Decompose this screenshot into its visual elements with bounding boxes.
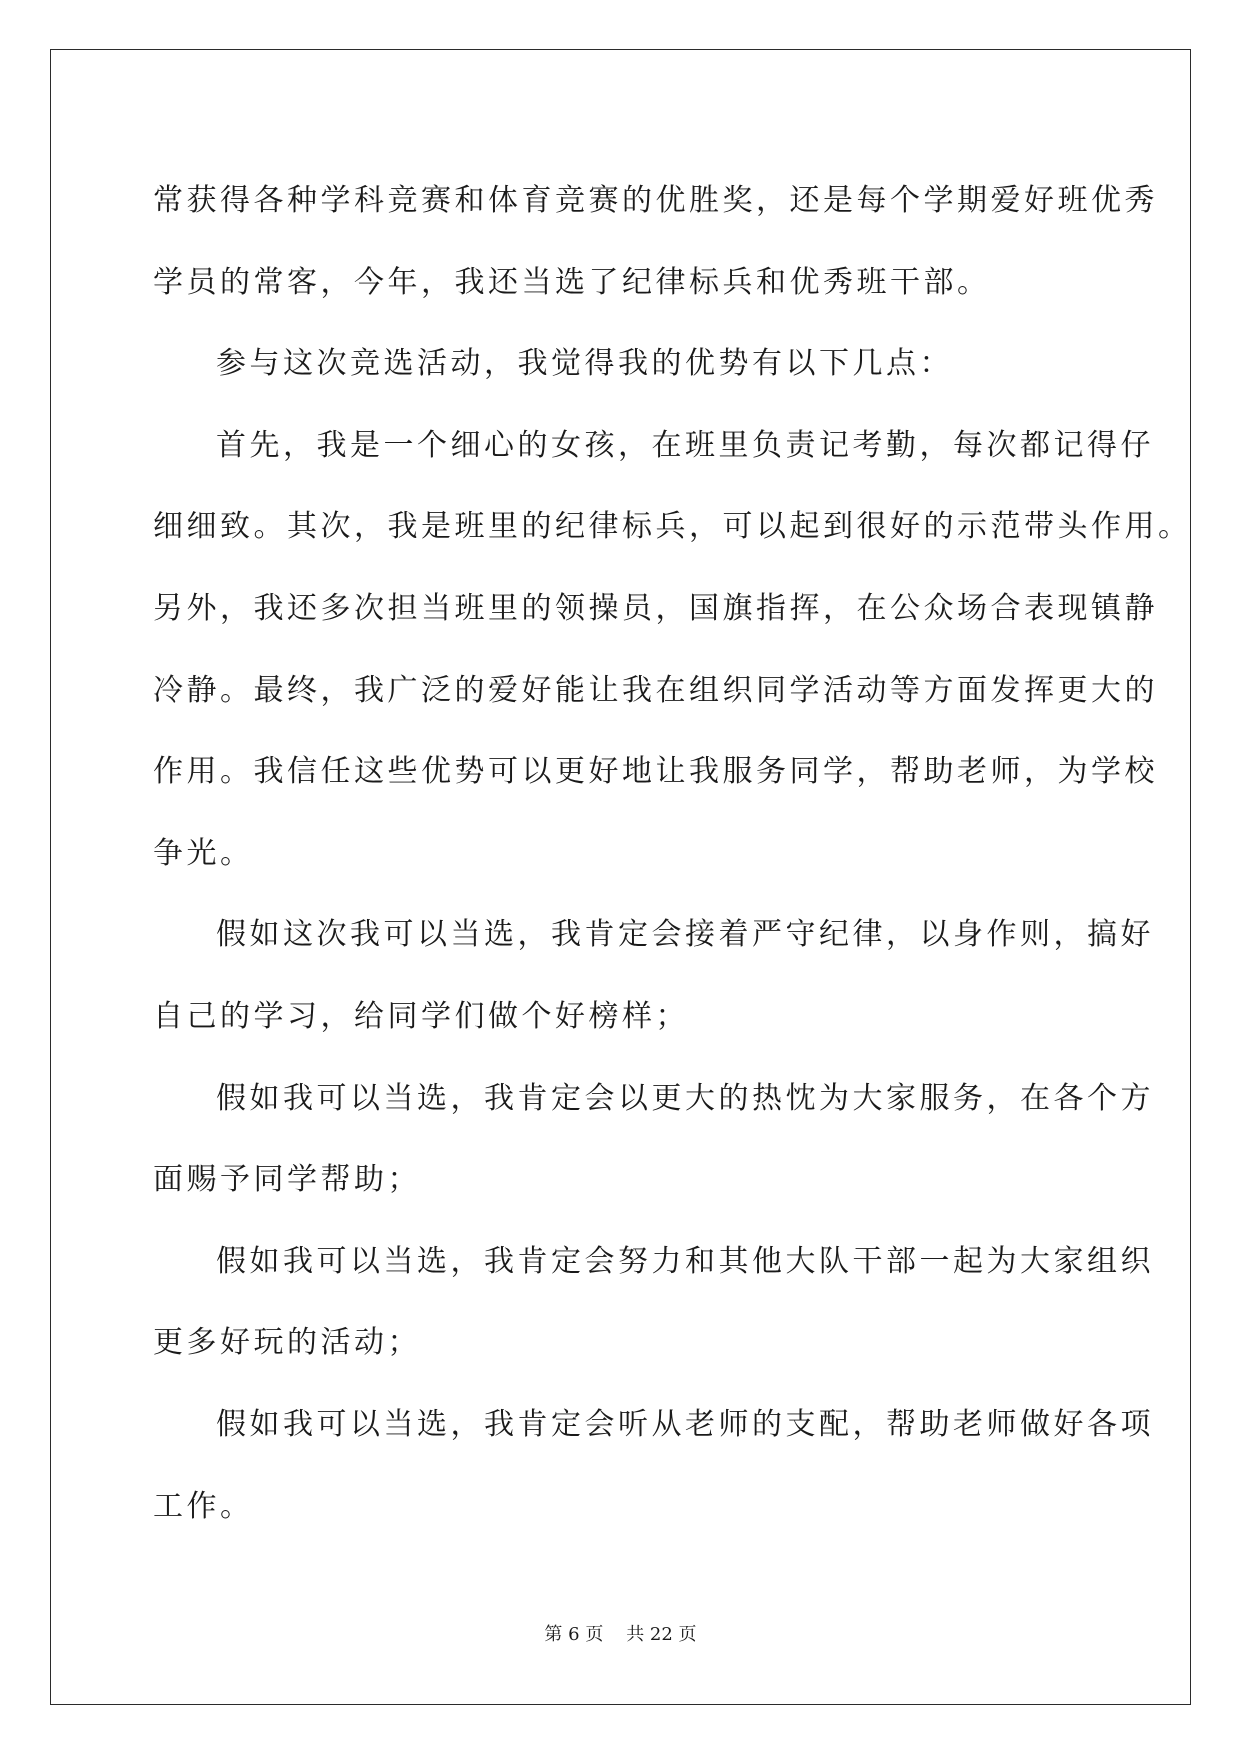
text-line-8: 作用。我信任这些优势可以更好地让我服务同学，帮助老师，为学校: [153, 754, 1158, 790]
text-line-6: 另外，我还多次担当班里的领操员，国旗指挥，在公众场合表现镇静: [153, 590, 1158, 626]
text-line-2: 学员的常客，今年，我还当选了纪律标兵和优秀班干部。: [153, 264, 991, 300]
text-line-5: 细细致。其次，我是班里的纪律标兵，可以起到很好的示范带头作用。: [153, 509, 1192, 545]
text-line-17: 工作。: [153, 1488, 254, 1524]
text-line-3: 参与这次竞选活动，我觉得我的优势有以下几点：: [216, 346, 953, 382]
document-body: [153, 160, 1192, 1547]
text-line-16: 假如我可以当选，我肯定会听从老师的支配，帮助老师做好各项: [216, 1406, 1154, 1442]
text-line-15: 更多好玩的活动；: [153, 1325, 421, 1361]
text-line-13: 面赐予同学帮助；: [153, 1162, 421, 1198]
page-number-footer: 第 6 页 共 22 页: [544, 1624, 697, 1645]
text-line-9: 争光。: [153, 835, 254, 871]
text-line-14: 假如我可以当选，我肯定会努力和其他大队干部一起为大家组织: [216, 1243, 1154, 1279]
text-line-10: 假如这次我可以当选，我肯定会接着严守纪律，以身作则，搞好: [216, 917, 1154, 953]
text-line-12: 假如我可以当选，我肯定会以更大的热忱为大家服务，在各个方: [216, 1080, 1154, 1116]
text-line-11: 自己的学习，给同学们做个好榜样；: [153, 998, 689, 1034]
text-line-7: 冷静。最终，我广泛的爱好能让我在组织同学活动等方面发挥更大的: [153, 672, 1158, 708]
text-line-1: 常获得各种学科竞赛和体育竞赛的优胜奖，还是每个学期爱好班优秀: [153, 183, 1158, 218]
text-line-4: 首先，我是一个细心的女孩，在班里负责记考勤，每次都记得仔: [216, 427, 1154, 463]
